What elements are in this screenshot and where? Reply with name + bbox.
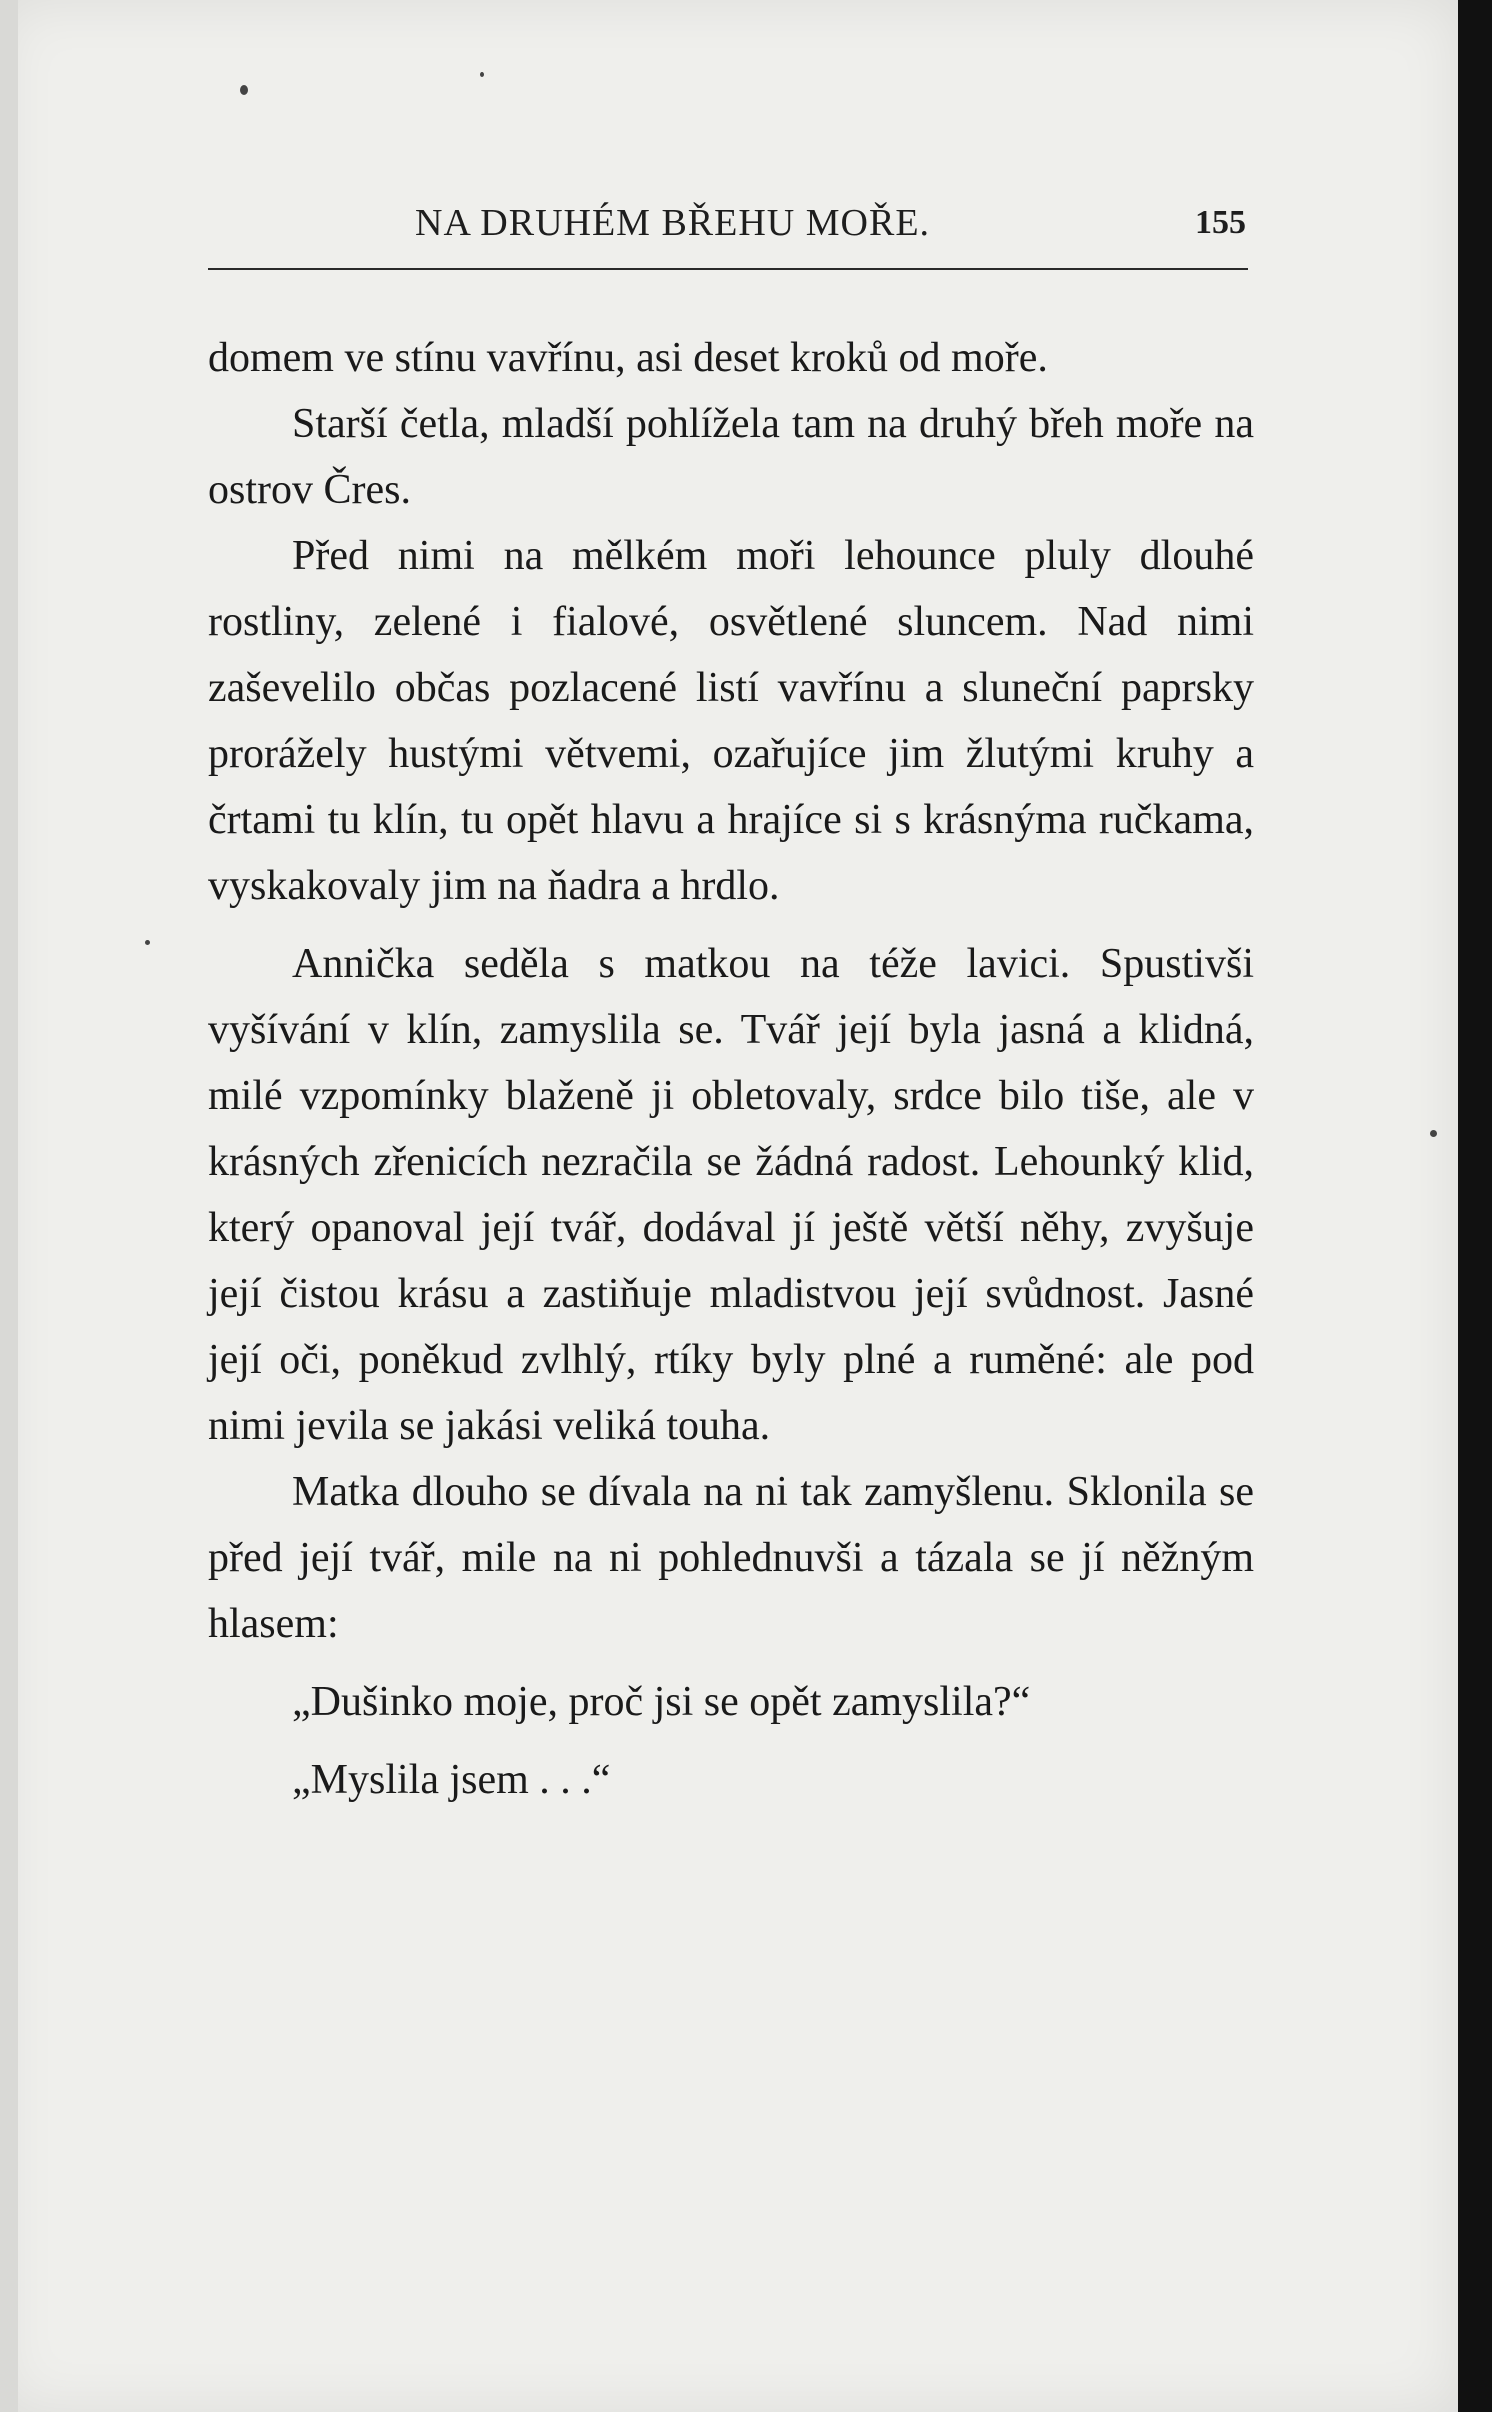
scan-speck bbox=[145, 940, 150, 945]
scan-speck bbox=[240, 85, 248, 95]
running-title: NA DRUHÉM BŘEHU MOŘE. bbox=[415, 202, 931, 244]
page-header bbox=[210, 198, 1246, 248]
scan-edge bbox=[1458, 0, 1492, 2412]
paragraph: Matka dlouho se dívala na ni tak zamyšlenu. Sklonila se před její tvář, mile na ni pohlednuvši a tázala se jí něžným hlasem: bbox=[208, 1469, 1254, 1647]
paragraph: domem ve stínu vavřínu, asi deset kroků od moře. bbox=[208, 335, 1048, 381]
body-text bbox=[208, 325, 1254, 1813]
header-rule bbox=[208, 268, 1248, 270]
paragraph: Starší četla, mladší pohlížela tam na druhý břeh moře na ostrov Čres. bbox=[208, 401, 1254, 513]
paragraph: Annička seděla s matkou na téže lavici. Spustivši vyšívání v klín, zamyslila se. Tvář její byla jasná a klidná, milé vzpomínky blaženě ji obletovaly, srdce bilo tiše, ale v krásných zřenicích nezračila se žádná radost. Lehounký klid, který opanoval její tvář, dodával jí ještě větší něhy, zvyšuje její čistou krásu a zastiňuje mladistvou její svůdnost. Jasné její oči, poněkud zvlhlý, rtíky byly plné a ruměné: ale pod nimi jevila se jakási veliká touha. bbox=[208, 941, 1254, 1449]
page-number: 155 bbox=[1195, 204, 1246, 241]
scan-speck bbox=[480, 72, 484, 77]
paragraph: Před nimi na mělkém moři lehounce pluly dlouhé rostliny, zelené i fialové, osvětlené sluncem. Nad nimi zaševelilo občas pozlacené listí vavřínu a sluneční paprsky prorážely hustými větvemi, ozařujíce jim žlutými kruhy a črtami tu klín, tu opět hlavu a hrajíce si s krásnýma ručkama, vyskakovaly jim na ňadra a hrdlo. bbox=[208, 533, 1254, 909]
paragraph: „Myslila jsem . . .“ bbox=[292, 1757, 611, 1803]
scan-speck bbox=[1430, 1130, 1437, 1137]
paragraph: „Dušinko moje, proč jsi se opět zamyslila?“ bbox=[292, 1679, 1031, 1725]
